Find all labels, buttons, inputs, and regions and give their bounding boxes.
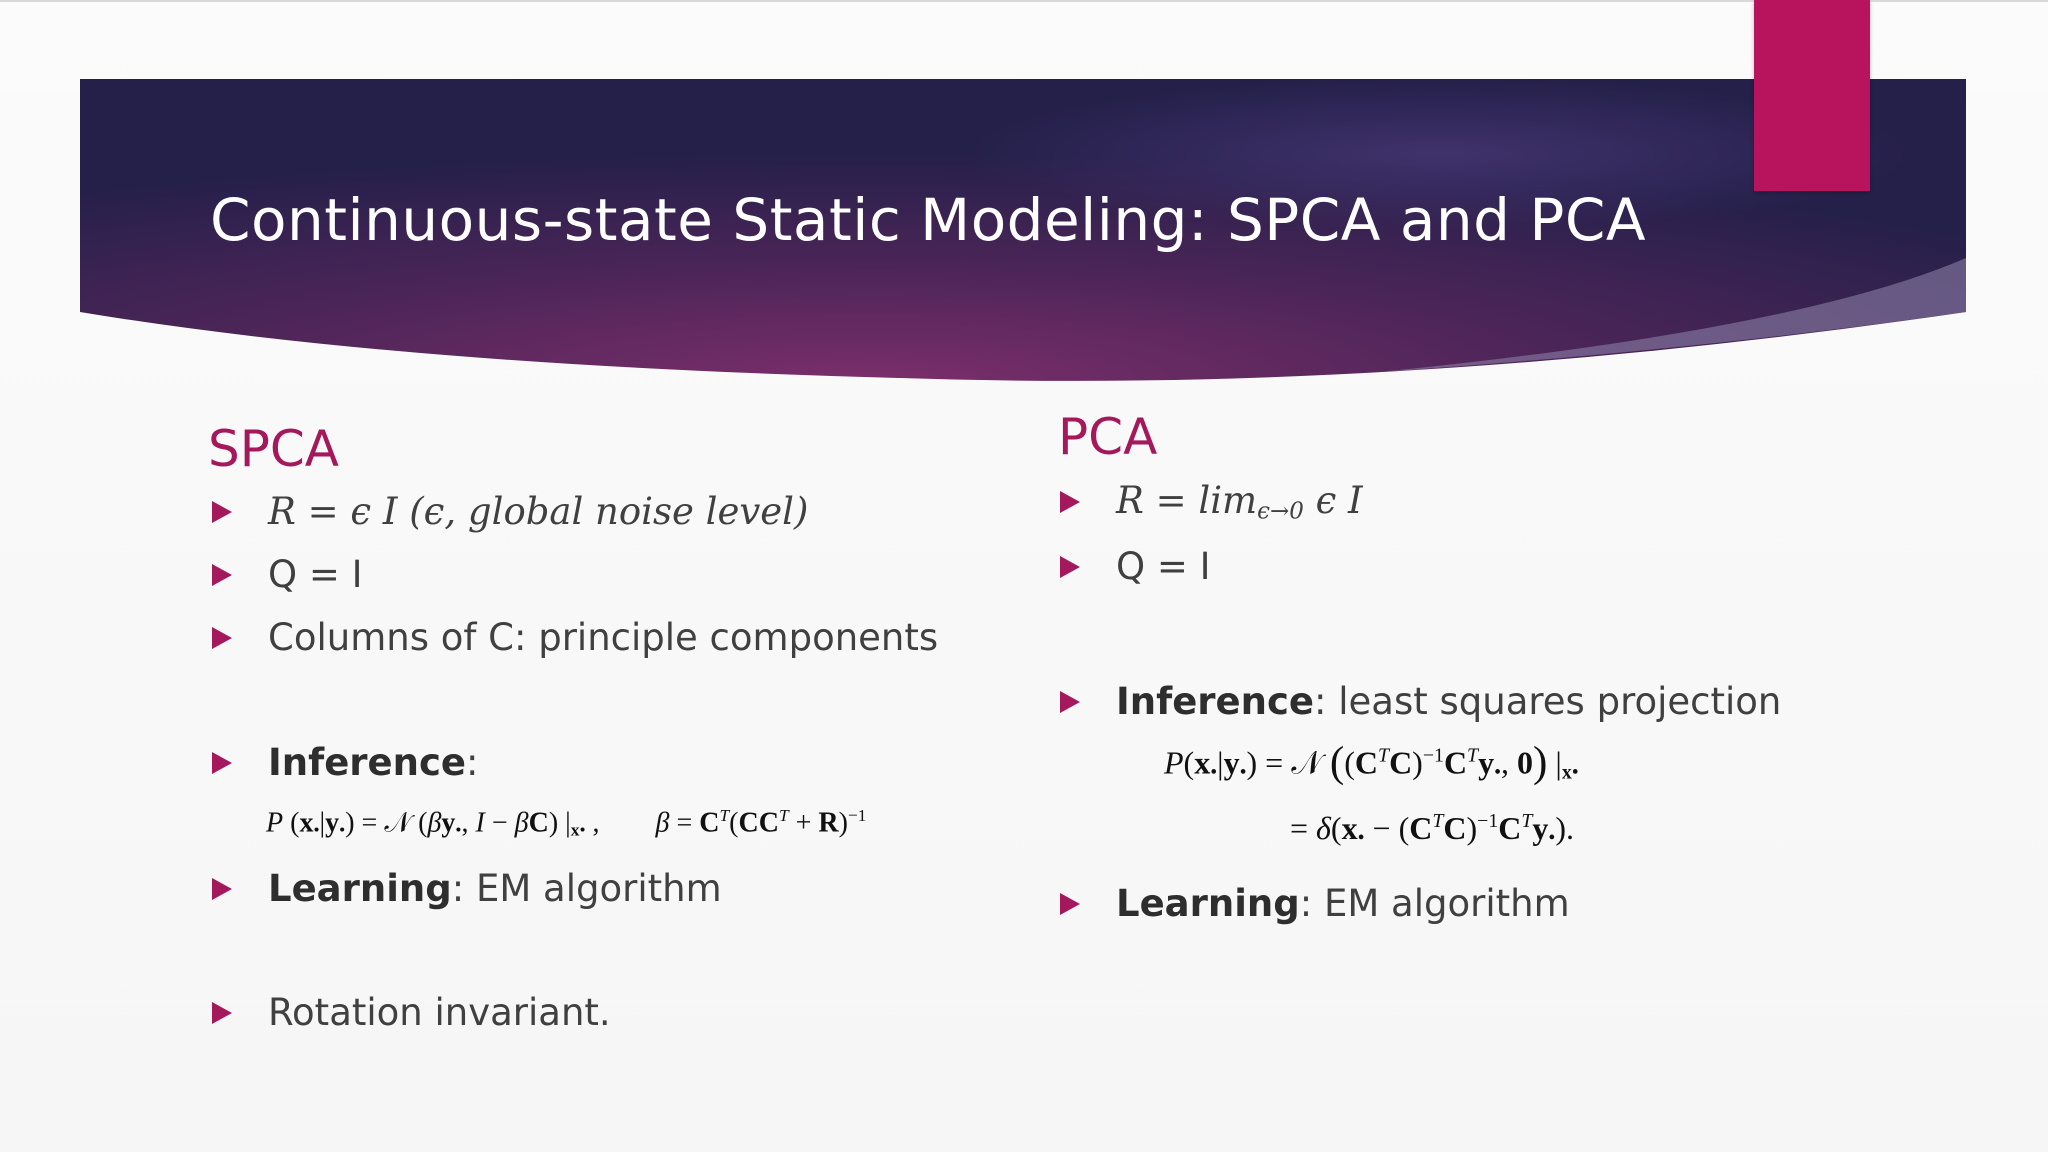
pca-r-lim: R = lim: [1116, 479, 1258, 522]
pca-r-subscript: ϵ→0: [1257, 498, 1304, 525]
spca-learning-label: Learning: [268, 867, 452, 910]
spca-learning-bullet: [212, 867, 722, 910]
spca-columns-text: Columns of C: principle components: [268, 616, 939, 659]
pca-q-text: Q = I: [1116, 545, 1211, 588]
pca-inference-bullet: [1060, 680, 1781, 723]
bullet-arrow-icon: [1060, 556, 1080, 578]
spca-rotation-text: Rotation invariant.: [268, 991, 611, 1034]
bullet-arrow-icon: [212, 627, 232, 649]
bullet-arrow-icon: [212, 564, 232, 586]
slide-title: Continuous-state Static Modeling: SPCA and PCA: [210, 186, 1647, 254]
pca-inference-formula-line1: $P(x_•|y_•)$ = 𝒩 ($(C^TC)^{-1}C^Ty_•$, 0) $|_{x•}$: [1164, 739, 1579, 786]
spca-inference-colon: :: [466, 741, 479, 784]
spca-r-bullet: [212, 490, 808, 533]
spca-inference-label: Inference: [268, 741, 467, 784]
spca-rotation-bullet: [212, 991, 611, 1034]
bullet-arrow-icon: [212, 878, 232, 900]
bullet-arrow-icon: [1060, 893, 1080, 915]
pca-inference-formula-line2: = $\delta(x_• - (C^TC)^{-1}C^Ty_•)$.: [1290, 810, 1574, 849]
bullet-arrow-icon: [1060, 491, 1080, 513]
spca-inference-bullet: [212, 741, 478, 784]
spca-learning-text: : EM algorithm: [451, 867, 722, 910]
pca-r-bullet: [1060, 479, 1363, 525]
bullet-arrow-icon: [212, 501, 232, 523]
pca-q-bullet: [1060, 545, 1211, 588]
pca-heading: PCA: [1058, 408, 1158, 466]
pca-learning-label: Learning: [1116, 882, 1300, 925]
pca-r-text: [1116, 479, 1363, 525]
bullet-arrow-icon: [212, 752, 232, 774]
pca-r-tail: ϵ I: [1303, 479, 1363, 522]
spca-heading: SPCA: [208, 420, 340, 478]
pca-inference-label: Inference: [1116, 680, 1315, 723]
spca-q-text: Q = I: [268, 553, 363, 596]
bullet-arrow-icon: [1060, 691, 1080, 713]
spca-columns-bullet: [212, 616, 938, 659]
spca-inference-formula: P $(x_•|y_•)$ = 𝒩 ($\beta y_•$, I − βC) $|_{x•}$ , $\beta = C^T(CC^T + R)^{-1}$: [266, 806, 867, 840]
pca-inference-text: : least squares projection: [1314, 680, 1782, 723]
bullet-arrow-icon: [212, 1002, 232, 1024]
pca-learning-text: : EM algorithm: [1299, 882, 1570, 925]
spca-q-bullet: [212, 553, 363, 596]
spca-r-text: R = ϵ I (ϵ, global noise level): [268, 490, 809, 533]
accent-bar: [1754, 0, 1870, 191]
pca-learning-bullet: [1060, 882, 1570, 925]
